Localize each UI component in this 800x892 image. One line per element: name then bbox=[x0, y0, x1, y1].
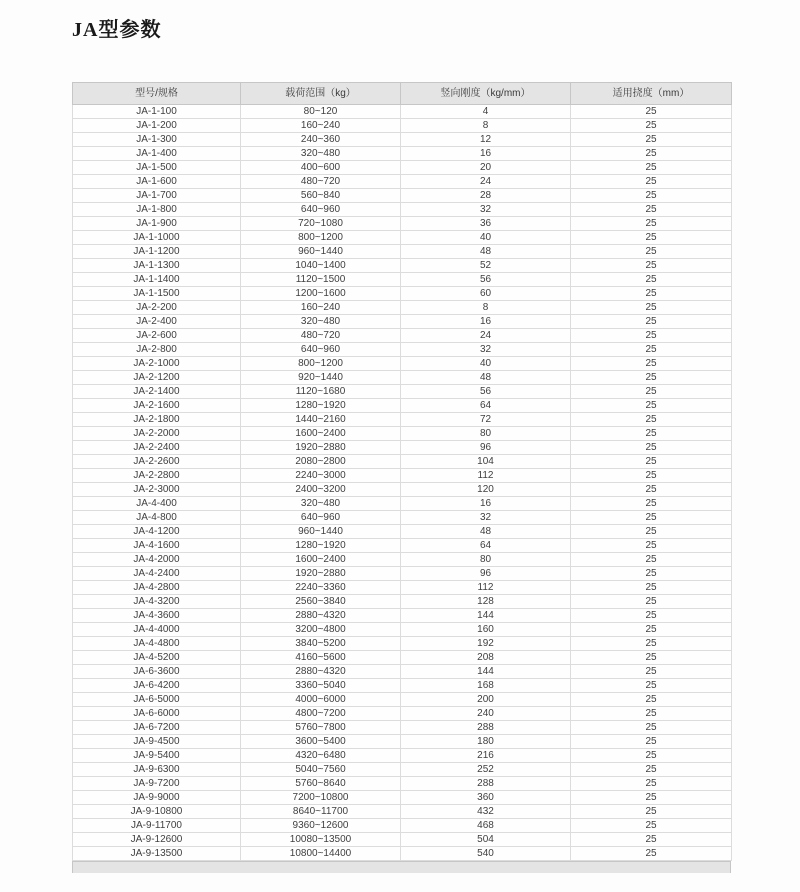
table-cell: 480~720 bbox=[241, 329, 401, 343]
table-cell: 168 bbox=[401, 679, 571, 693]
table-row bbox=[73, 357, 732, 371]
table-row bbox=[73, 147, 732, 161]
table-row bbox=[73, 511, 732, 525]
table-cell: 25 bbox=[571, 609, 732, 623]
table-row bbox=[73, 525, 732, 539]
table-row bbox=[73, 595, 732, 609]
table-cell: 25 bbox=[571, 693, 732, 707]
table-row bbox=[73, 427, 732, 441]
table-cell: 25 bbox=[571, 161, 732, 175]
table-cell: 3360~5040 bbox=[241, 679, 401, 693]
table-cell: JA-2-800 bbox=[73, 343, 241, 357]
column-header: 型号/规格 bbox=[73, 83, 241, 105]
table-cell: 1120~1500 bbox=[241, 273, 401, 287]
table-cell: 208 bbox=[401, 651, 571, 665]
table-cell: 25 bbox=[571, 315, 732, 329]
table-cell: JA-4-5200 bbox=[73, 651, 241, 665]
table-row bbox=[73, 175, 732, 189]
table-cell: 540 bbox=[401, 847, 571, 861]
table-cell: 10080~13500 bbox=[241, 833, 401, 847]
table-cell: 96 bbox=[401, 567, 571, 581]
table-cell: JA-4-2800 bbox=[73, 581, 241, 595]
table-cell: JA-4-1600 bbox=[73, 539, 241, 553]
table-cell: 80 bbox=[401, 553, 571, 567]
table-cell: 2560~3840 bbox=[241, 595, 401, 609]
table-cell: 8 bbox=[401, 119, 571, 133]
table-cell: 25 bbox=[571, 623, 732, 637]
table-cell: 56 bbox=[401, 385, 571, 399]
table-row bbox=[73, 231, 732, 245]
table-row bbox=[73, 553, 732, 567]
table-cell: JA-2-2600 bbox=[73, 455, 241, 469]
table-cell: 1280~1920 bbox=[241, 539, 401, 553]
table-cell: 25 bbox=[571, 133, 732, 147]
table-cell: 25 bbox=[571, 399, 732, 413]
table-cell: 40 bbox=[401, 231, 571, 245]
table-cell: 2240~3360 bbox=[241, 581, 401, 595]
table-cell: 360 bbox=[401, 791, 571, 805]
table-cell: 25 bbox=[571, 679, 732, 693]
table-cell: 1920~2880 bbox=[241, 441, 401, 455]
table-cell: 25 bbox=[571, 287, 732, 301]
table-cell: 1600~2400 bbox=[241, 427, 401, 441]
table-cell: 25 bbox=[571, 189, 732, 203]
table-cell: 24 bbox=[401, 329, 571, 343]
table-cell: 25 bbox=[571, 441, 732, 455]
table-cell: JA-9-5400 bbox=[73, 749, 241, 763]
table-cell: JA-1-900 bbox=[73, 217, 241, 231]
table-cell: JA-2-1000 bbox=[73, 357, 241, 371]
table-cell: 4000~6000 bbox=[241, 693, 401, 707]
table-cell: JA-6-6000 bbox=[73, 707, 241, 721]
table-cell: 20 bbox=[401, 161, 571, 175]
table-cell: JA-4-3600 bbox=[73, 609, 241, 623]
table-cell: 240 bbox=[401, 707, 571, 721]
table-header-row bbox=[73, 83, 732, 105]
table-cell: 25 bbox=[571, 469, 732, 483]
table-cell: JA-2-2000 bbox=[73, 427, 241, 441]
table-cell: 504 bbox=[401, 833, 571, 847]
table-row bbox=[73, 203, 732, 217]
table-cell: 112 bbox=[401, 469, 571, 483]
table-row bbox=[73, 721, 732, 735]
table-cell: 4320~6480 bbox=[241, 749, 401, 763]
table-cell: JA-2-2800 bbox=[73, 469, 241, 483]
table-cell: JA-1-400 bbox=[73, 147, 241, 161]
table-cell: 288 bbox=[401, 721, 571, 735]
table-cell: JA-2-1400 bbox=[73, 385, 241, 399]
table-cell: 48 bbox=[401, 245, 571, 259]
table-cell: 52 bbox=[401, 259, 571, 273]
table-cell: JA-1-600 bbox=[73, 175, 241, 189]
table-row bbox=[73, 539, 732, 553]
table-row bbox=[73, 469, 732, 483]
table-cell: 12 bbox=[401, 133, 571, 147]
table-cell: 320~480 bbox=[241, 497, 401, 511]
table-cell: 25 bbox=[571, 651, 732, 665]
column-header: 载荷范围（kg） bbox=[241, 83, 401, 105]
table-cell: 25 bbox=[571, 147, 732, 161]
table-cell: JA-6-7200 bbox=[73, 721, 241, 735]
table-cell: JA-2-600 bbox=[73, 329, 241, 343]
table-cell: 3600~5400 bbox=[241, 735, 401, 749]
table-cell: JA-9-9000 bbox=[73, 791, 241, 805]
table-cell: 25 bbox=[571, 777, 732, 791]
next-table-header-partial bbox=[72, 861, 731, 873]
table-cell: 8640~11700 bbox=[241, 805, 401, 819]
table-row bbox=[73, 791, 732, 805]
table-cell: JA-4-800 bbox=[73, 511, 241, 525]
table-cell: JA-9-13500 bbox=[73, 847, 241, 861]
table-cell: JA-2-1600 bbox=[73, 399, 241, 413]
table-row bbox=[73, 329, 732, 343]
table-cell: 25 bbox=[571, 847, 732, 861]
column-header: 竖向刚度（kg/mm） bbox=[401, 83, 571, 105]
table-cell: JA-9-6300 bbox=[73, 763, 241, 777]
table-row bbox=[73, 301, 732, 315]
table-cell: 800~1200 bbox=[241, 231, 401, 245]
table-cell: 25 bbox=[571, 259, 732, 273]
table-row bbox=[73, 287, 732, 301]
table-cell: 25 bbox=[571, 343, 732, 357]
table-cell: 960~1440 bbox=[241, 525, 401, 539]
table-cell: 240~360 bbox=[241, 133, 401, 147]
table-cell: 25 bbox=[571, 553, 732, 567]
table-cell: JA-2-400 bbox=[73, 315, 241, 329]
table-cell: 56 bbox=[401, 273, 571, 287]
table-cell: JA-9-7200 bbox=[73, 777, 241, 791]
table-cell: 25 bbox=[571, 567, 732, 581]
table-row bbox=[73, 245, 732, 259]
table-cell: 1040~1400 bbox=[241, 259, 401, 273]
table-cell: 3200~4800 bbox=[241, 623, 401, 637]
table-cell: 25 bbox=[571, 805, 732, 819]
table-cell: 25 bbox=[571, 721, 732, 735]
table-cell: JA-1-200 bbox=[73, 119, 241, 133]
parameters-table bbox=[72, 82, 732, 861]
table-cell: JA-4-2400 bbox=[73, 567, 241, 581]
table-cell: 80~120 bbox=[241, 105, 401, 119]
table-cell: JA-4-400 bbox=[73, 497, 241, 511]
table-row bbox=[73, 273, 732, 287]
table-cell: 25 bbox=[571, 581, 732, 595]
table-cell: JA-1-1300 bbox=[73, 259, 241, 273]
table-cell: 16 bbox=[401, 147, 571, 161]
table-cell: JA-1-1200 bbox=[73, 245, 241, 259]
table-cell: 25 bbox=[571, 511, 732, 525]
table-cell: 1120~1680 bbox=[241, 385, 401, 399]
table-cell: 96 bbox=[401, 441, 571, 455]
table-cell: 25 bbox=[571, 385, 732, 399]
table-cell: JA-4-1200 bbox=[73, 525, 241, 539]
table-cell: 25 bbox=[571, 231, 732, 245]
table-row bbox=[73, 581, 732, 595]
table-cell: 400~600 bbox=[241, 161, 401, 175]
table-cell: 10800~14400 bbox=[241, 847, 401, 861]
table-row bbox=[73, 315, 732, 329]
table-cell: JA-1-700 bbox=[73, 189, 241, 203]
table-cell: 128 bbox=[401, 595, 571, 609]
table-cell: 144 bbox=[401, 609, 571, 623]
table-cell: 25 bbox=[571, 427, 732, 441]
table-cell: 2880~4320 bbox=[241, 665, 401, 679]
table-cell: 640~960 bbox=[241, 511, 401, 525]
table-row bbox=[73, 455, 732, 469]
table-cell: JA-6-5000 bbox=[73, 693, 241, 707]
table-cell: JA-1-1000 bbox=[73, 231, 241, 245]
table-row bbox=[73, 441, 732, 455]
table-cell: 560~840 bbox=[241, 189, 401, 203]
table-cell: 25 bbox=[571, 301, 732, 315]
table-cell: 104 bbox=[401, 455, 571, 469]
table-cell: 1600~2400 bbox=[241, 553, 401, 567]
table-cell: JA-1-1400 bbox=[73, 273, 241, 287]
table-row bbox=[73, 119, 732, 133]
table-row bbox=[73, 777, 732, 791]
table-row bbox=[73, 259, 732, 273]
table-cell: JA-4-2000 bbox=[73, 553, 241, 567]
table-cell: 2400~3200 bbox=[241, 483, 401, 497]
table-row bbox=[73, 805, 732, 819]
table-cell: 216 bbox=[401, 749, 571, 763]
table-body bbox=[73, 105, 732, 861]
table-row bbox=[73, 371, 732, 385]
table-cell: 64 bbox=[401, 539, 571, 553]
table-cell: 25 bbox=[571, 763, 732, 777]
table-cell: 1280~1920 bbox=[241, 399, 401, 413]
table-cell: 4160~5600 bbox=[241, 651, 401, 665]
table-cell: 80 bbox=[401, 427, 571, 441]
table-cell: 16 bbox=[401, 497, 571, 511]
table-row bbox=[73, 161, 732, 175]
table-cell: JA-2-1200 bbox=[73, 371, 241, 385]
table-cell: 25 bbox=[571, 749, 732, 763]
table-cell: 25 bbox=[571, 217, 732, 231]
table-cell: 25 bbox=[571, 833, 732, 847]
table-row bbox=[73, 217, 732, 231]
table-cell: 25 bbox=[571, 175, 732, 189]
table-cell: 288 bbox=[401, 777, 571, 791]
table-cell: 432 bbox=[401, 805, 571, 819]
table-cell: 25 bbox=[571, 329, 732, 343]
table-cell: 5760~7800 bbox=[241, 721, 401, 735]
table-cell: 25 bbox=[571, 665, 732, 679]
table-cell: JA-9-11700 bbox=[73, 819, 241, 833]
table-row bbox=[73, 637, 732, 651]
table-cell: 25 bbox=[571, 371, 732, 385]
table-cell: 9360~12600 bbox=[241, 819, 401, 833]
table-cell: 120 bbox=[401, 483, 571, 497]
table-cell: 640~960 bbox=[241, 203, 401, 217]
table-cell: 28 bbox=[401, 189, 571, 203]
table-cell: 25 bbox=[571, 497, 732, 511]
table-cell: 25 bbox=[571, 819, 732, 833]
table-cell: 920~1440 bbox=[241, 371, 401, 385]
table-row bbox=[73, 819, 732, 833]
table-cell: JA-1-300 bbox=[73, 133, 241, 147]
table-cell: 25 bbox=[571, 273, 732, 287]
table-cell: JA-1-500 bbox=[73, 161, 241, 175]
table-cell: 25 bbox=[571, 245, 732, 259]
table-cell: 5040~7560 bbox=[241, 763, 401, 777]
table-cell: 1200~1600 bbox=[241, 287, 401, 301]
table-cell: 144 bbox=[401, 665, 571, 679]
table-cell: JA-1-1500 bbox=[73, 287, 241, 301]
table-cell: 2880~4320 bbox=[241, 609, 401, 623]
table-row bbox=[73, 847, 732, 861]
table-row bbox=[73, 413, 732, 427]
column-header: 适用挠度（mm） bbox=[571, 83, 732, 105]
table-cell: 4 bbox=[401, 105, 571, 119]
table-row bbox=[73, 651, 732, 665]
table-row bbox=[73, 623, 732, 637]
table-row bbox=[73, 567, 732, 581]
table-cell: 32 bbox=[401, 343, 571, 357]
table-cell: 25 bbox=[571, 455, 732, 469]
table-cell: 320~480 bbox=[241, 315, 401, 329]
table-row bbox=[73, 105, 732, 119]
table-cell: 25 bbox=[571, 413, 732, 427]
table-row bbox=[73, 707, 732, 721]
table-cell: 180 bbox=[401, 735, 571, 749]
table-cell: 16 bbox=[401, 315, 571, 329]
table-cell: 720~1080 bbox=[241, 217, 401, 231]
table-cell: JA-9-4500 bbox=[73, 735, 241, 749]
table-cell: 192 bbox=[401, 637, 571, 651]
table-cell: JA-1-100 bbox=[73, 105, 241, 119]
table-cell: JA-4-4800 bbox=[73, 637, 241, 651]
table-cell: JA-6-3600 bbox=[73, 665, 241, 679]
table-cell: JA-2-200 bbox=[73, 301, 241, 315]
table-cell: 25 bbox=[571, 539, 732, 553]
table-cell: 4800~7200 bbox=[241, 707, 401, 721]
table-cell: 200 bbox=[401, 693, 571, 707]
table-cell: 25 bbox=[571, 735, 732, 749]
table-cell: JA-9-10800 bbox=[73, 805, 241, 819]
table-cell: 640~960 bbox=[241, 343, 401, 357]
table-cell: JA-2-2400 bbox=[73, 441, 241, 455]
table-cell: 25 bbox=[571, 525, 732, 539]
table-cell: 64 bbox=[401, 399, 571, 413]
table-cell: 160~240 bbox=[241, 119, 401, 133]
table-row bbox=[73, 749, 732, 763]
table-cell: 25 bbox=[571, 203, 732, 217]
table-row bbox=[73, 189, 732, 203]
page-title: JA型参数 bbox=[72, 19, 162, 41]
table-cell: JA-2-3000 bbox=[73, 483, 241, 497]
table-cell: JA-9-12600 bbox=[73, 833, 241, 847]
table-cell: 112 bbox=[401, 581, 571, 595]
table-cell: 252 bbox=[401, 763, 571, 777]
table-cell: 36 bbox=[401, 217, 571, 231]
table-row bbox=[73, 679, 732, 693]
table-cell: 60 bbox=[401, 287, 571, 301]
table-row bbox=[73, 497, 732, 511]
table-cell: 3840~5200 bbox=[241, 637, 401, 651]
table-cell: 25 bbox=[571, 595, 732, 609]
table-row bbox=[73, 763, 732, 777]
table-row bbox=[73, 735, 732, 749]
table-row bbox=[73, 133, 732, 147]
table-cell: 32 bbox=[401, 511, 571, 525]
table-cell: JA-6-4200 bbox=[73, 679, 241, 693]
table-cell: JA-4-3200 bbox=[73, 595, 241, 609]
table-cell: 7200~10800 bbox=[241, 791, 401, 805]
table-cell: 25 bbox=[571, 357, 732, 371]
parameters-table-container bbox=[72, 82, 731, 873]
table-cell: 25 bbox=[571, 119, 732, 133]
table-cell: 25 bbox=[571, 637, 732, 651]
table-row bbox=[73, 833, 732, 847]
table-row bbox=[73, 343, 732, 357]
table-cell: 160 bbox=[401, 623, 571, 637]
table-row bbox=[73, 385, 732, 399]
table-cell: 468 bbox=[401, 819, 571, 833]
table-cell: 5760~8640 bbox=[241, 777, 401, 791]
table-cell: 960~1440 bbox=[241, 245, 401, 259]
table-cell: 2080~2800 bbox=[241, 455, 401, 469]
table-cell: JA-2-1800 bbox=[73, 413, 241, 427]
table-cell: 2240~3000 bbox=[241, 469, 401, 483]
table-cell: 800~1200 bbox=[241, 357, 401, 371]
table-row bbox=[73, 483, 732, 497]
table-cell: 25 bbox=[571, 707, 732, 721]
table-cell: 1920~2880 bbox=[241, 567, 401, 581]
table-row bbox=[73, 665, 732, 679]
table-cell: 8 bbox=[401, 301, 571, 315]
table-cell: 160~240 bbox=[241, 301, 401, 315]
table-cell: JA-1-800 bbox=[73, 203, 241, 217]
table-cell: 72 bbox=[401, 413, 571, 427]
table-cell: 48 bbox=[401, 525, 571, 539]
table-row bbox=[73, 693, 732, 707]
table-cell: JA-4-4000 bbox=[73, 623, 241, 637]
table-cell: 480~720 bbox=[241, 175, 401, 189]
table-cell: 25 bbox=[571, 483, 732, 497]
table-cell: 40 bbox=[401, 357, 571, 371]
table-row bbox=[73, 399, 732, 413]
table-row bbox=[73, 609, 732, 623]
table-cell: 48 bbox=[401, 371, 571, 385]
table-cell: 25 bbox=[571, 105, 732, 119]
table-cell: 24 bbox=[401, 175, 571, 189]
table-cell: 32 bbox=[401, 203, 571, 217]
table-cell: 320~480 bbox=[241, 147, 401, 161]
table-cell: 1440~2160 bbox=[241, 413, 401, 427]
table-cell: 25 bbox=[571, 791, 732, 805]
